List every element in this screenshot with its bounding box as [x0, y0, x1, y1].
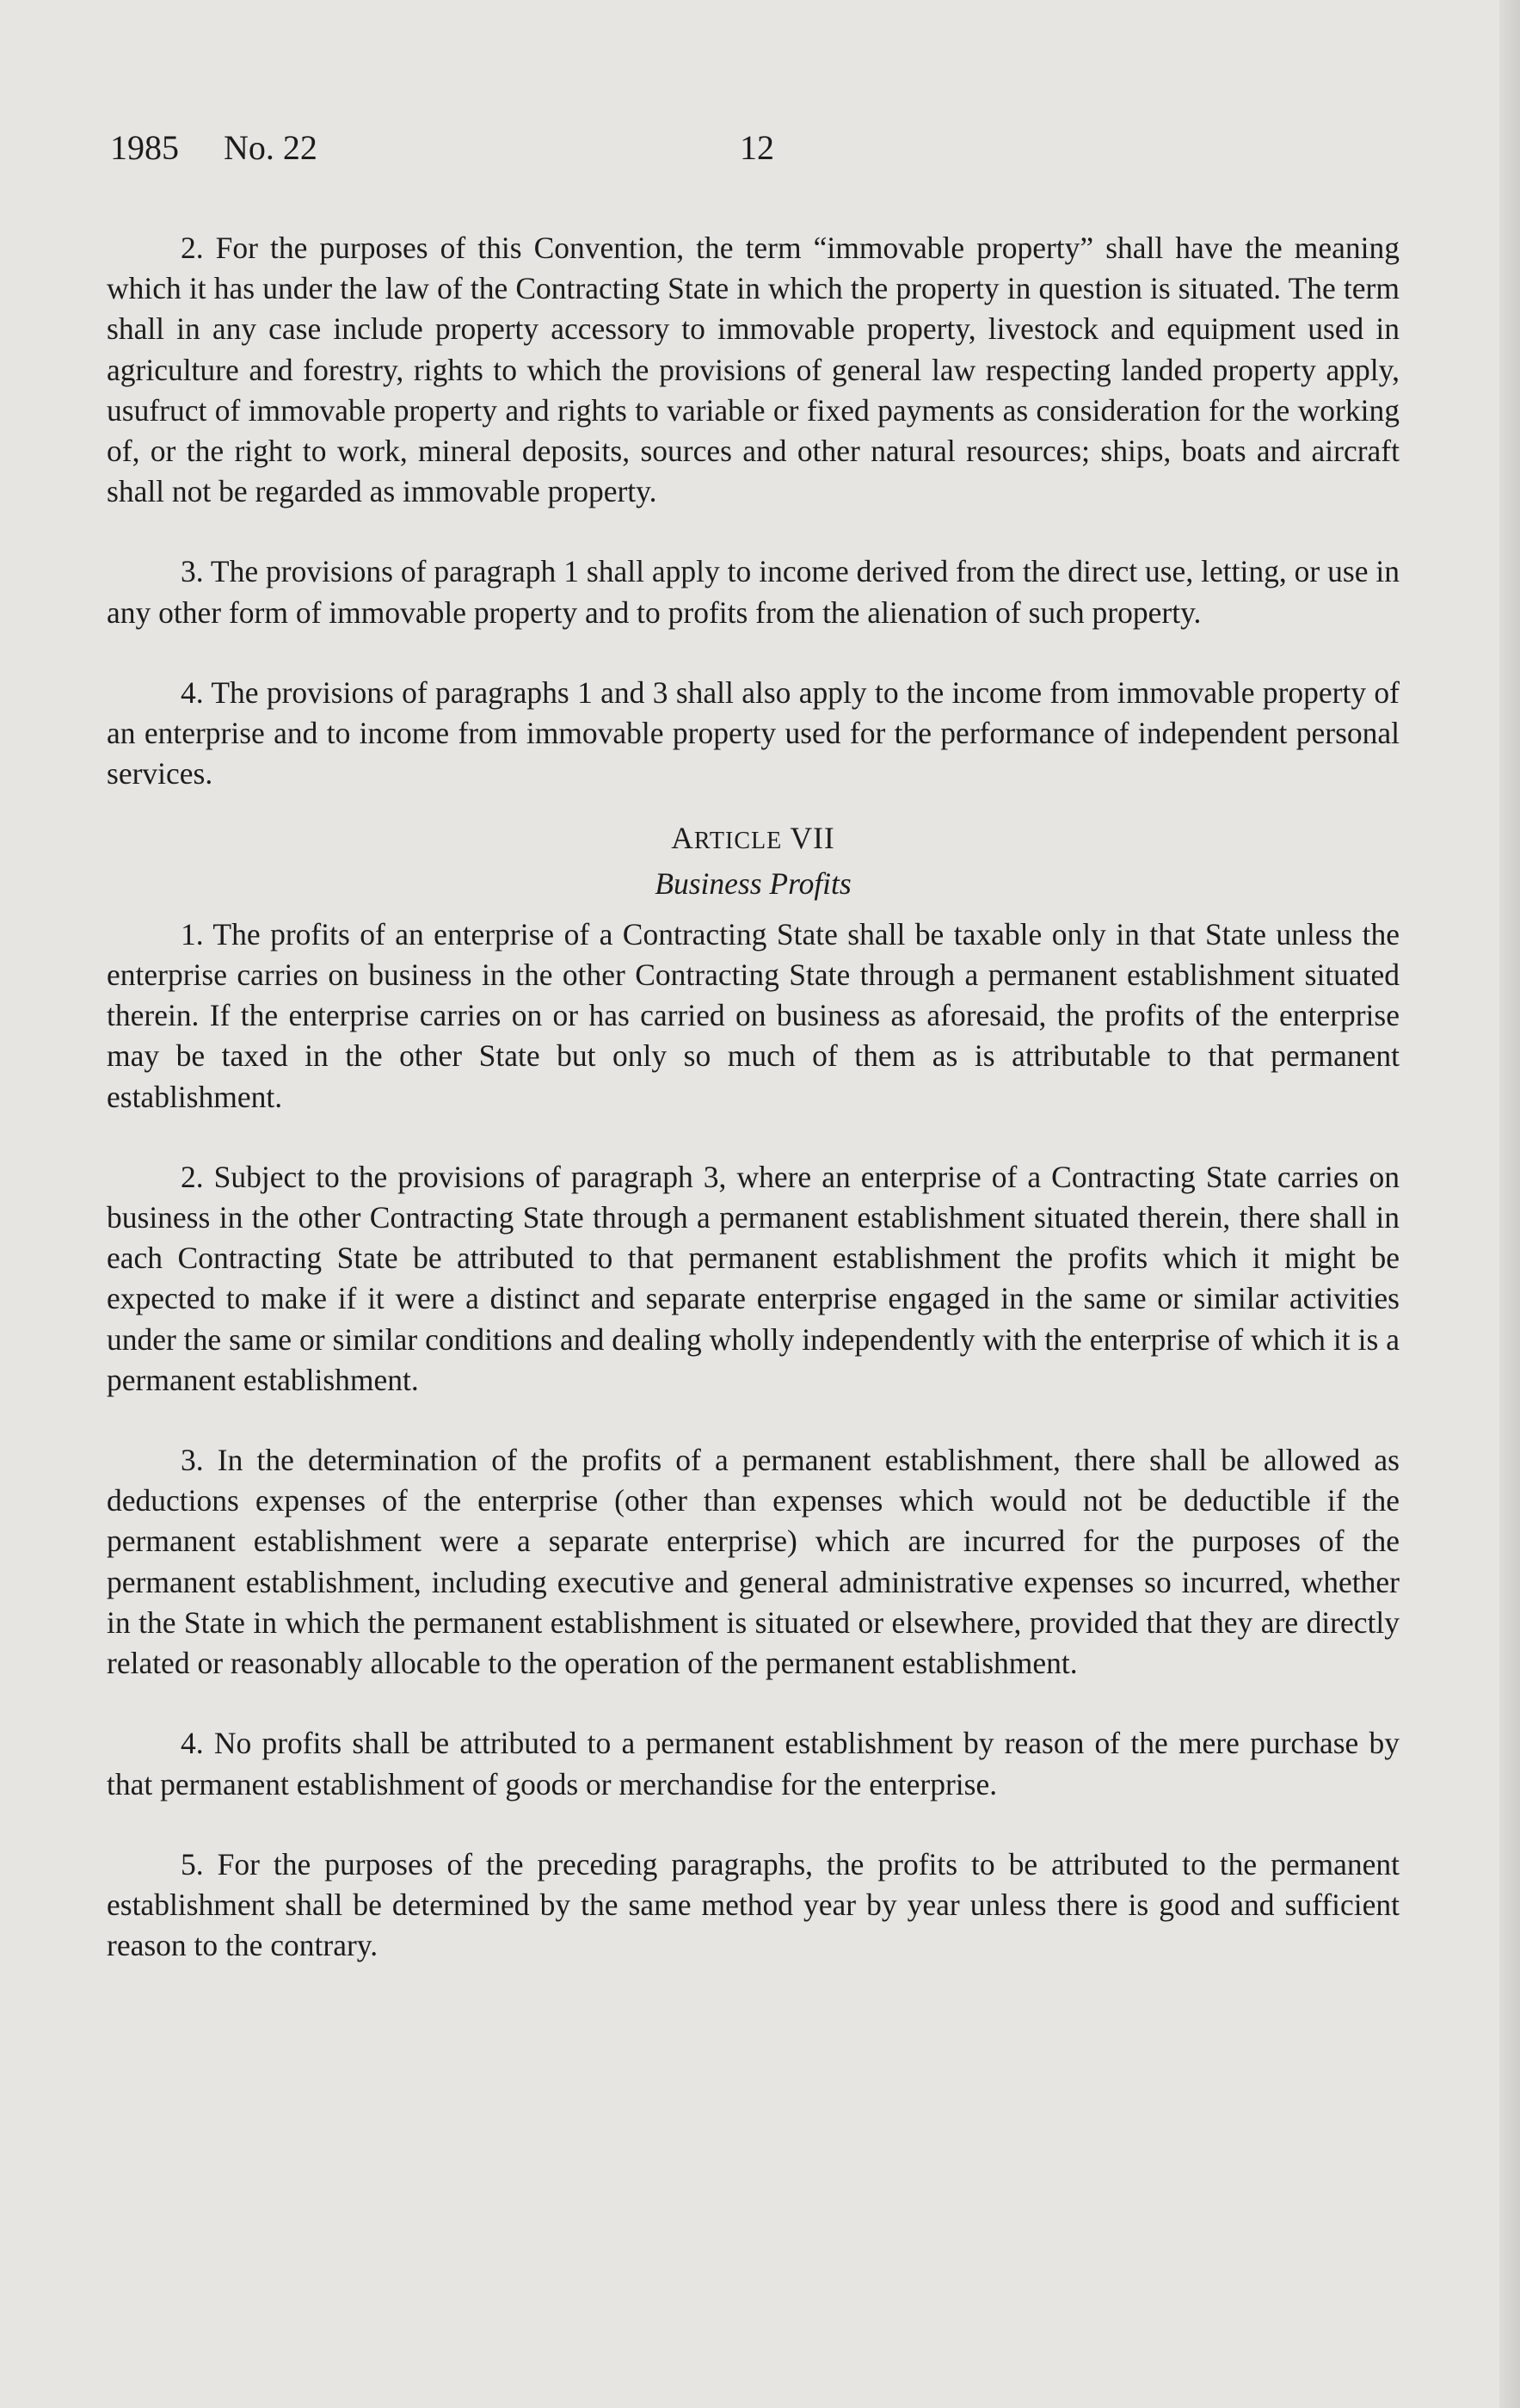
paragraph: 5. For the purposes of the preceding paragraphs, the profits to be attributed to the permanent establishment shall be determined by the same method year by year unless there is good and sufficient reason to the contrary. [107, 1846, 1400, 1963]
header-number: No. 22 [224, 128, 317, 167]
article-heading-initial: A [671, 821, 694, 856]
paragraph: 2. For the purposes of this Convention, the term “immovable property” shall have the meaning which it has under the law of the Contracting State in which the property in question is situated. The term shall in any case include property accessory to immovable property, livestock and equipment used in agriculture and forestry, rights to which the provisions of general law respecting landed property apply, usufruct of immovable property and rights to variable or fixed payments as consideration for the working of, or the right to work, mineral deposits, sources and other natural resources; ships, boats and aircraft shall not be regarded as immovable property. [107, 231, 1400, 509]
paragraph: 3. The provisions of paragraph 1 shall apply to income derived from the direct use, letting, or use in any other form of immovable property and to profits from the alienation of such property. [107, 554, 1400, 630]
page-number: 12 [740, 128, 774, 167]
paragraph: 1. The profits of an enterprise of a Contracting State shall be taxable only in that State unless the enterprise carries on business in the other Contracting State through a permanent establishment situated therein. If the enterprise carries on or has carried on business as aforesaid, the profits of the enterprise may be taxed in the other State but only so much of them as is attributable to that permanent establishment. [107, 916, 1400, 1114]
page-edge-shadow [1499, 0, 1520, 2408]
paragraph: 2. Subject to the provisions of paragraph 3, where an enterprise of a Contracting State carries on business in the other Contracting State through a permanent establishment situated therein, there shall in each Contracting State be attributed to that permanent establishment the profits which it might be expected to make if it were a distinct and separate enterprise engaged in the same or similar activities under the same or similar conditions and dealing wholly independently with the enterprise of which it is a permanent establishment. [107, 1159, 1400, 1397]
paragraph: 4. The provisions of paragraphs 1 and 3 shall also apply to the income from immovable property of an enterprise and to income from immovable property used for the performance of independent personal services. [107, 674, 1400, 791]
article-numeral: VII [790, 821, 835, 856]
document-body [107, 228, 1400, 2005]
article-heading-rest: RTICLE [693, 828, 783, 855]
header-year: 1985 [110, 128, 179, 167]
paragraph: 4. No profits shall be attributed to a permanent establishment by reason of the mere purchase by that permanent establishment of goods or merchandise for the enterprise. [107, 1726, 1400, 1801]
paragraph: 3. In the determination of the profits of a permanent establishment, there shall be allowed as deductions expenses of the enterprise (other than expenses which would not be deductible if the permanent establishment were a separate enterprise) which are incurred for the purposes of the permanent establishment, including executive and general administrative expenses so incurred, whether in the State in which the permanent establishment is situated or elsewhere, provided that they are directly related or reasonably allocable to the operation of the permanent establishment. [107, 1443, 1400, 1681]
article-heading [107, 818, 1400, 861]
article-title: Business Profits [655, 865, 852, 901]
